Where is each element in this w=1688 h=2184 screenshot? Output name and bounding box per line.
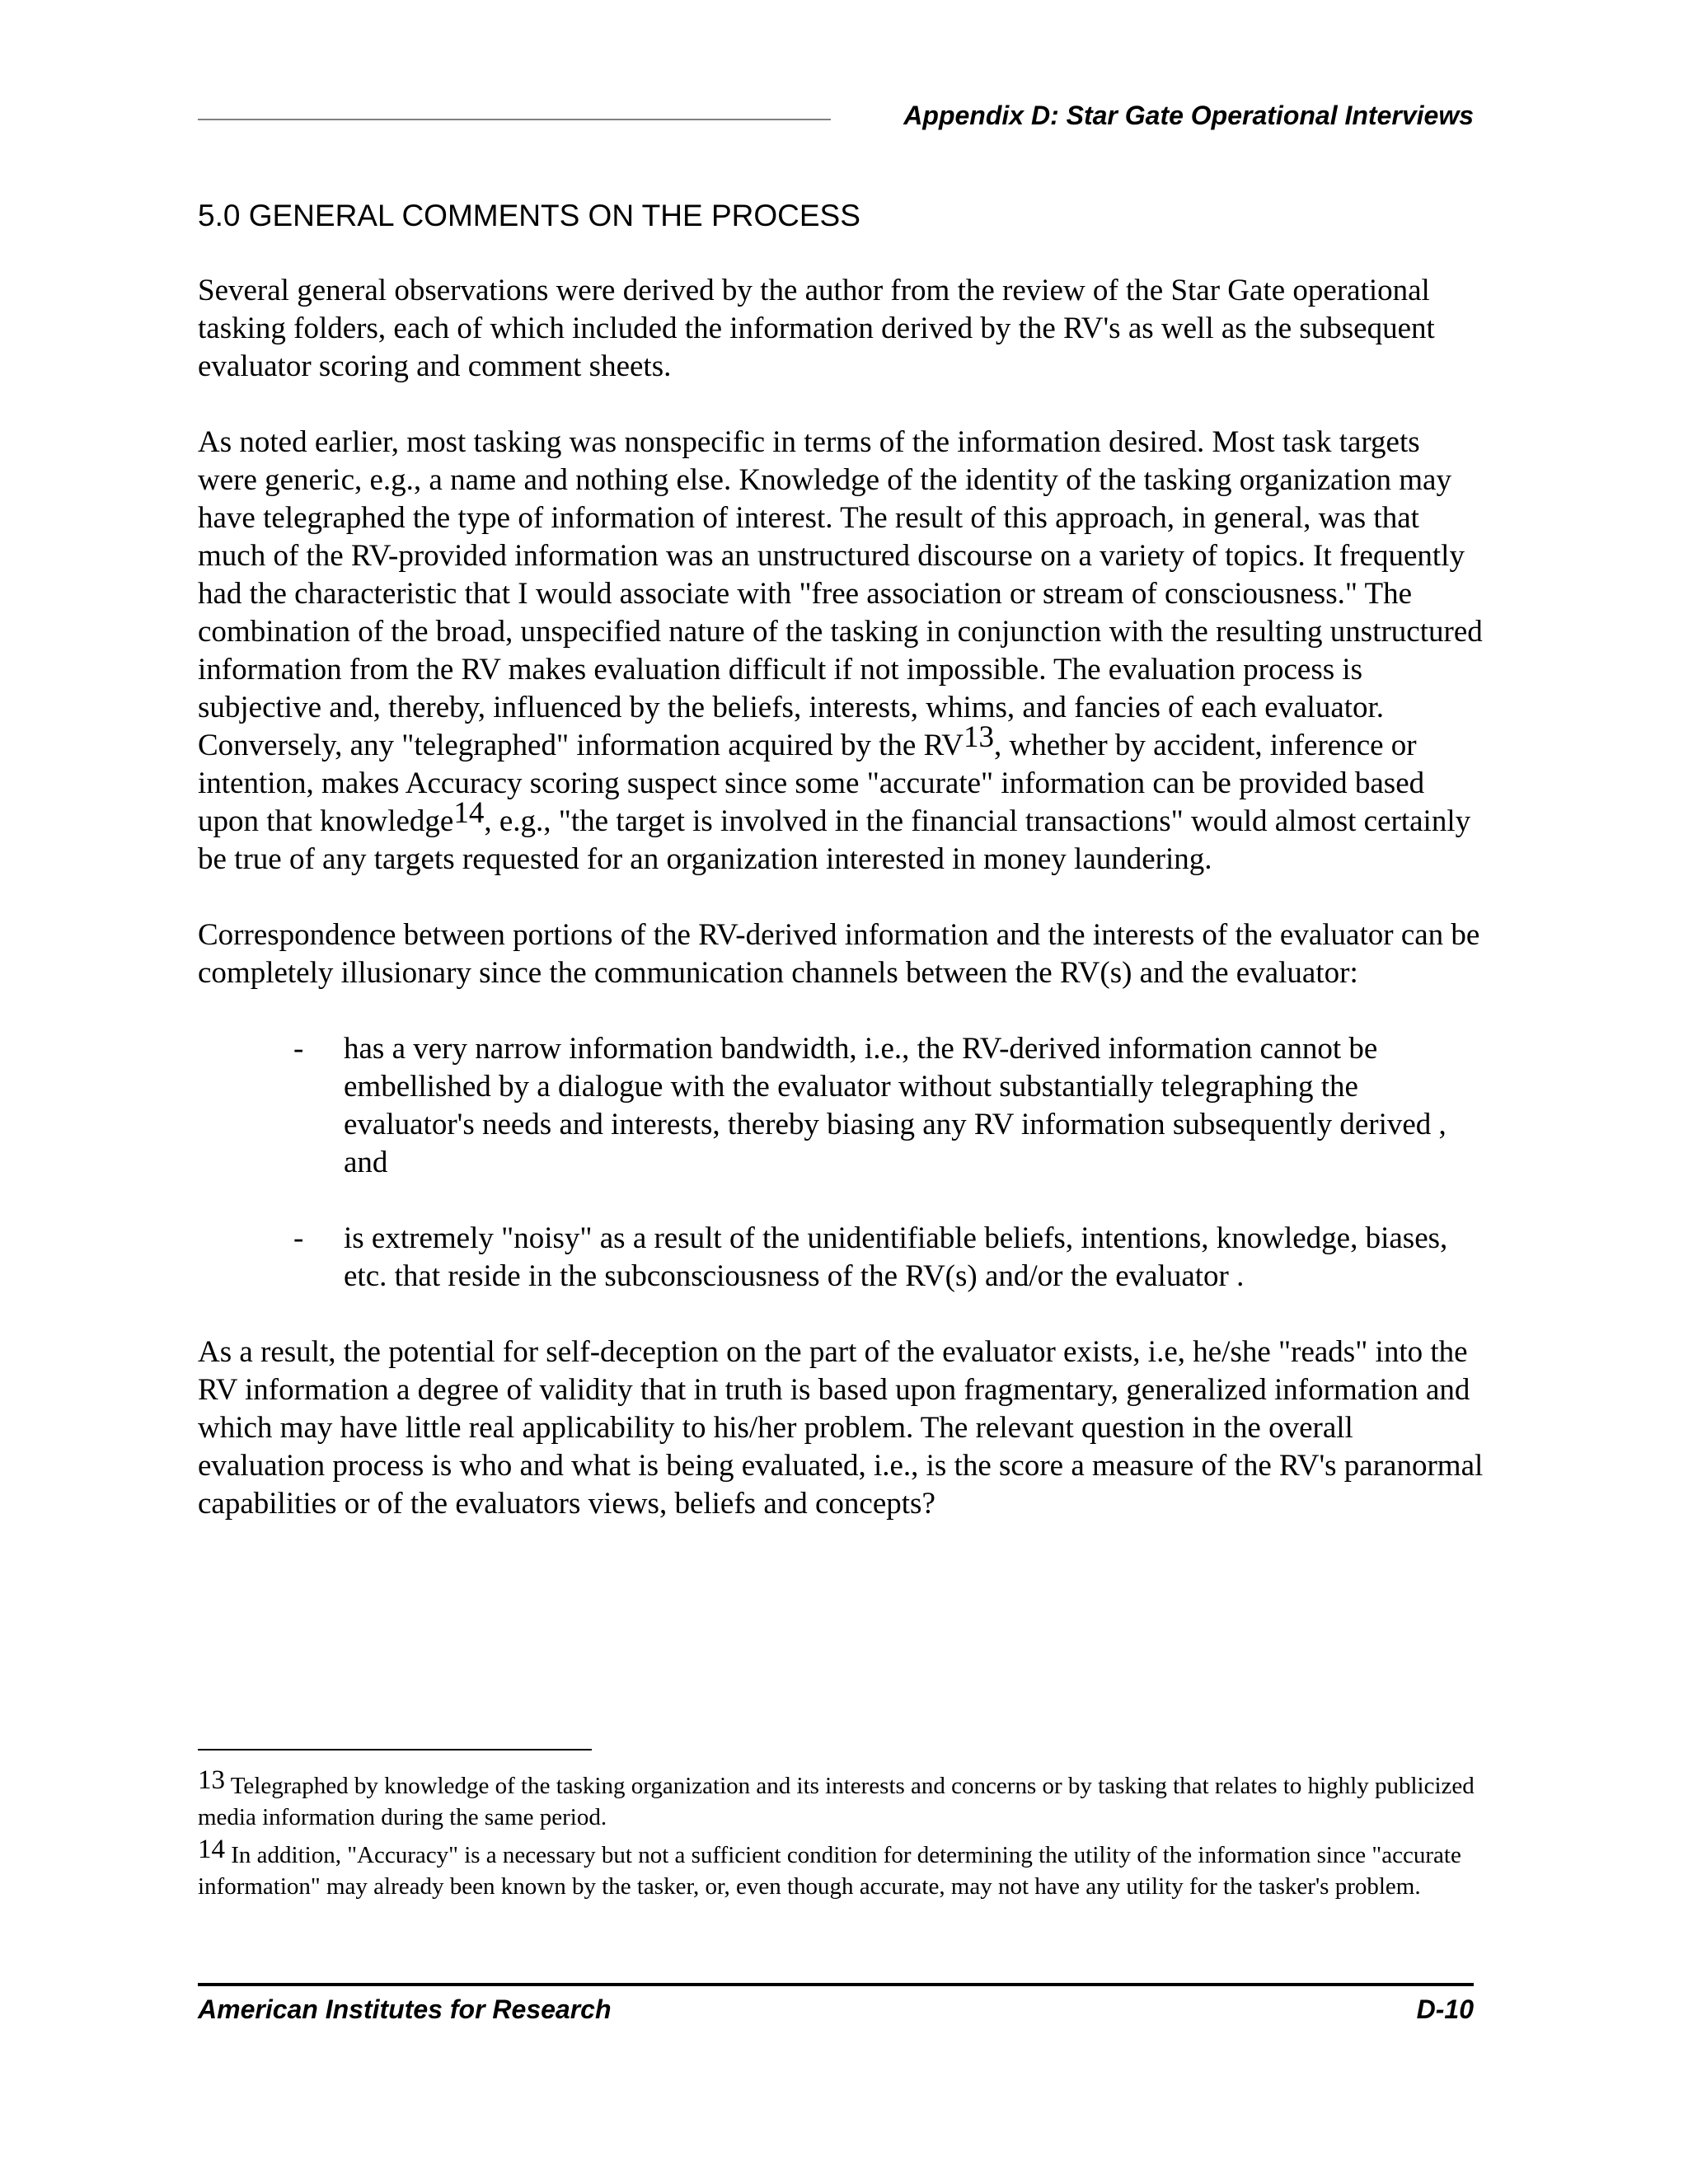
footnote-number: 13 [198, 1765, 225, 1795]
bullet-marker: - [293, 1221, 304, 1255]
bullet-item [198, 1220, 1484, 1296]
running-header-title: Appendix D: Star Gate Operational Interviews [903, 101, 1474, 130]
header-rule [198, 119, 831, 120]
page-header [198, 97, 1474, 134]
bullet-item [198, 1030, 1484, 1182]
bullet-marker: - [293, 1032, 304, 1066]
footnote-13 [198, 1765, 1484, 1833]
body-text [198, 272, 1484, 1561]
paragraph-2-part-c: , e.g., "the target is involved in the financial transactions" would almost certainly be true of any targets requested for an organization interested in money laundering. [198, 804, 1471, 876]
paragraph-2 [198, 424, 1484, 879]
paragraph-2-part-b: , whether by accident, inference or intention, makes Accuracy scoring suspect since some "accurate" information can be provided based upon that knowledge [198, 729, 1425, 838]
footnote-text: In addition, "Accuracy" is a necessary but not a sufficient condition for determining the utility of the information since "accurate information" may already been known by the tasker, or, even though accurate, may not have any utility for the tasker's problem. [198, 1842, 1461, 1900]
paragraph-3: Correspondence between portions of the RV-derived information and the interests of the evaluator can be completely illusionary since the communication channels between the RV(s) and the evaluator: [198, 918, 1480, 990]
paragraph-2-part-a: As noted earlier, most tasking was nonspecific in terms of the information desired. Most task targets were generic, e.g., a name and nothing else. Knowledge of the identity of the tasking organization may have telegraphed the type of information of interest. The result of this approach, in general, was that much of the RV-provided information was an unstructured discourse on a variety of topics. It frequently had the characteristic that I would associate with "free association or stream of consciousness." The combination of the broad, unspecified nature of the tasking in conjunction with the resulting unstructured information from the RV makes evaluation difficult if not impossible. The evaluation process is subjective and, thereby, influenced by the beliefs, interests, whims, and fancies of each evaluator. Conversely, any "telegraphed" information acquired by the RV [198, 425, 1483, 762]
bullet-text: has a very narrow information bandwidth, i.e., the RV-derived information cannot be embellished by a dialogue with the evaluator without substantially telegraphing the evaluator's needs and interests, thereby biasing any RV information subsequently derived , and [344, 1032, 1447, 1179]
footnote-text: Telegraphed by knowledge of the tasking organization and its interests and concerns or by tasking that relates to highly publicized media information during the same period. [198, 1773, 1475, 1830]
section-heading: 5.0 GENERAL COMMENTS ON THE PROCESS [198, 199, 860, 232]
footnote-number: 14 [198, 1835, 225, 1864]
footer-rule [198, 1983, 1474, 1986]
footnotes [198, 1765, 1484, 1909]
paragraph-4: As a result, the potential for self-deception on the part of the evaluator exists, i.e, he/she "reads" into the RV information a degree of validity that in truth is based upon fragmentary, generalized information and which may have little real applicability to his/her problem. The relevant question in the overall evaluation process is who and what is being evaluated, i.e., is the score a measure of the RV's paranormal capabilities or of the evaluators views, beliefs and concepts? [198, 1335, 1484, 1521]
footer-organization: American Institutes for Research [198, 1994, 612, 2024]
footnote-ref-13: 13 [964, 720, 995, 754]
page-number: D-10 [1416, 1994, 1474, 2024]
footnote-ref-14: 14 [453, 796, 485, 830]
footnote-14 [198, 1835, 1484, 1902]
paragraph-1: Several general observations were derived by the author from the review of the Star Gate operational tasking folders, each of which included the information derived by the RV's as well as the subsequent evaluator scoring and comment sheets. [198, 274, 1435, 383]
footnote-separator [198, 1749, 592, 1750]
bullet-list [198, 1030, 1484, 1296]
bullet-text: is extremely "noisy" as a result of the unidentifiable beliefs, intentions, knowledge, biases, etc. that reside in the subconsciousness of the RV(s) and/or the evaluator . [344, 1221, 1448, 1293]
